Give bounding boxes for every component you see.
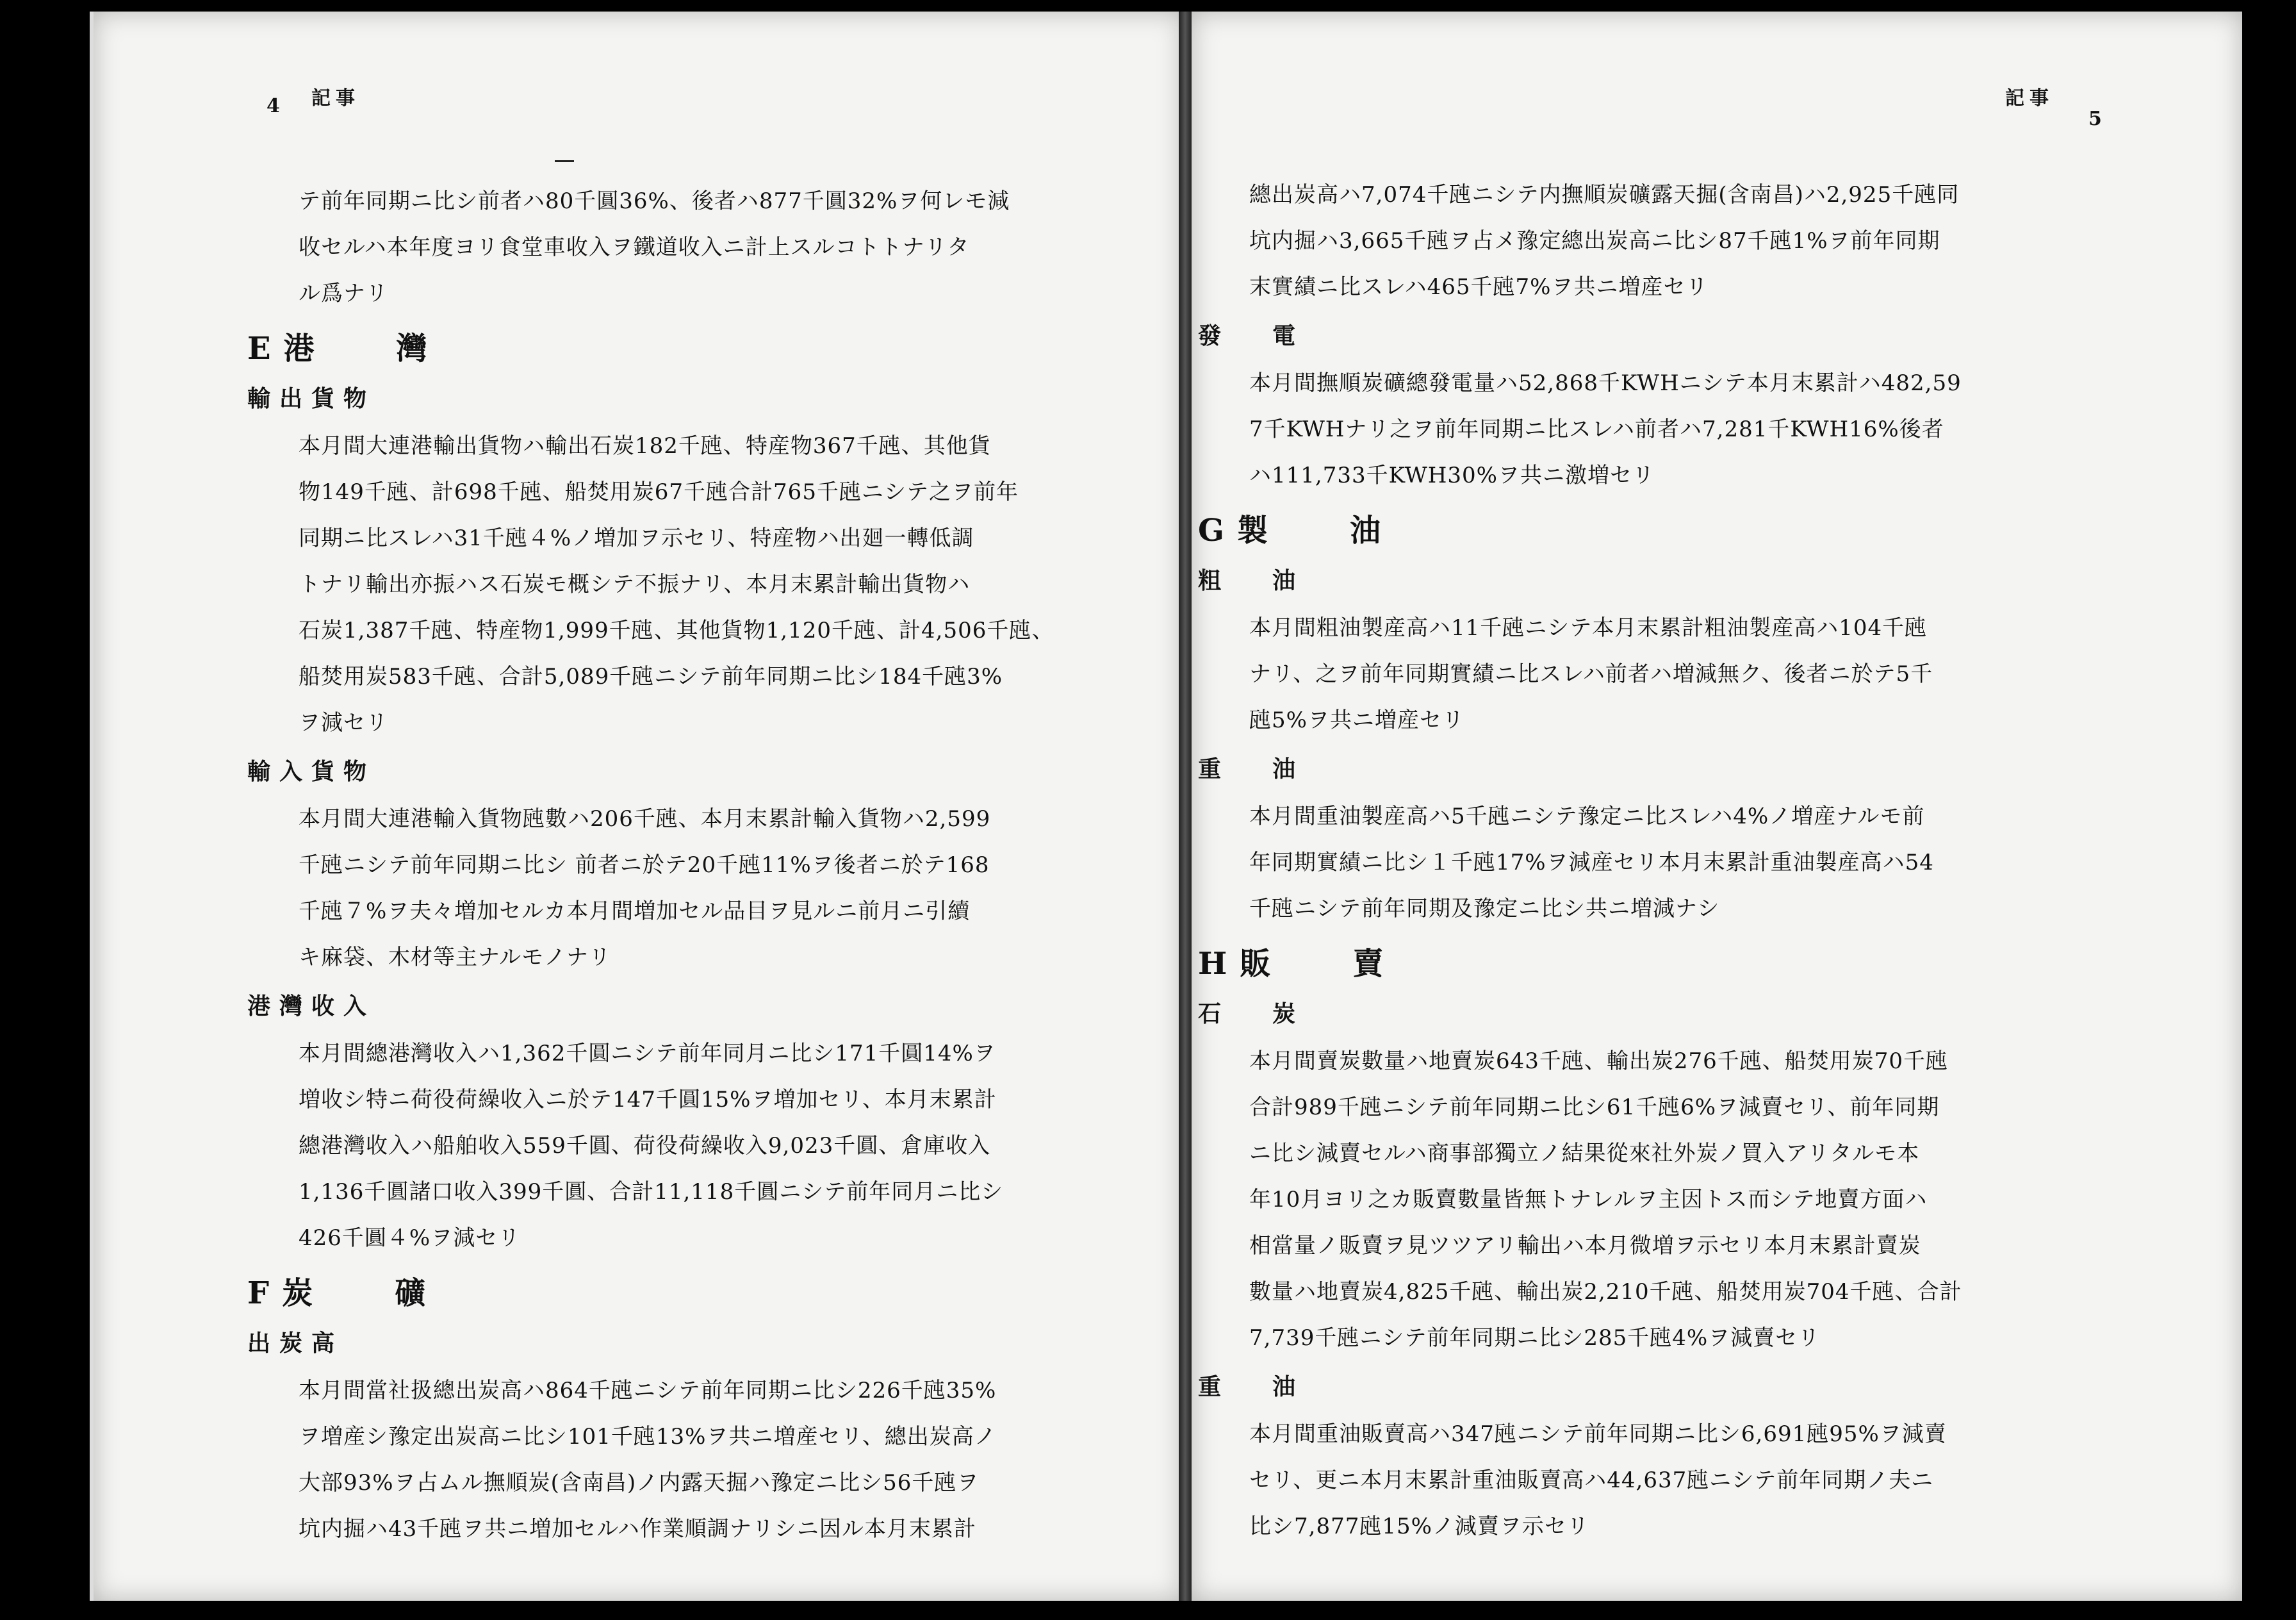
text-line: 千瓲ニシテ前年同期及豫定ニ比シ共ニ増減ナシ: [1249, 896, 1720, 922]
paragraph: [1249, 172, 2069, 310]
text-line: 合計989千瓲ニシテ前年同期ニ比シ61千瓲6%ヲ減賣セリ、前年同期: [1249, 1095, 1940, 1120]
text-line: 7千KWHナリ之ヲ前年同期ニ比スレハ前者ハ7,281千KWH16%後者: [1249, 417, 1944, 442]
section-title: 炭 礦: [282, 1275, 452, 1311]
text-line: 數量ハ地賣炭4,825千瓲、輸出炭2,210千瓲、船焚用炭704千瓲、合計: [1249, 1279, 1962, 1305]
paragraph: [299, 1030, 1131, 1261]
text-line: 總港灣收入ハ船舶收入559千圓、荷役荷繰收入9,023千圓、倉庫收入: [299, 1133, 991, 1159]
paragraph: [1249, 1038, 2069, 1361]
text-line: 船焚用炭583千瓲、合計5,089千瓲ニシテ前年同期ニ比シ184千瓲3%: [299, 664, 1003, 690]
section-letter: H: [1198, 946, 1240, 982]
paragraph: [1249, 1411, 2069, 1550]
subsection-heading: 重油: [1198, 756, 1347, 782]
subsection-heading: 石炭: [1198, 1000, 1347, 1027]
subsection-heading: 港灣收入: [247, 993, 376, 1020]
page-number: 5: [2088, 108, 2102, 130]
section-title: 販 賣: [1240, 946, 1409, 982]
section-title: 製 油: [1237, 513, 1407, 549]
text-line: ニ比シ減賣セルハ商事部獨立ノ結果從來社外炭ノ買入アリタルモ本: [1249, 1141, 1920, 1166]
subsection-heading: 輸入貨物: [247, 758, 376, 785]
text-line: 1,136千圓諸口收入399千圓、合計11,118千圓ニシテ前年同月ニ比シ: [299, 1179, 1004, 1205]
section-heading: [247, 1268, 1131, 1319]
text-line: キ麻袋、木材等主ナルモノナリ: [299, 945, 611, 970]
section-heading: [1198, 505, 2069, 556]
text-line: 本月間賣炭數量ハ地賣炭643千瓲、輸出炭276千瓲、船焚用炭70千瓲: [1249, 1048, 1949, 1074]
text-line: ヲ増産シ豫定出炭高ニ比シ101千瓲13%ヲ共ニ増産セリ、總出炭高ノ: [299, 1424, 997, 1450]
text-line: 總出炭高ハ7,074千瓲ニシテ内撫順炭礦露天掘(含南昌)ハ2,925千瓲同: [1249, 182, 1960, 208]
section-letter: F: [247, 1275, 283, 1311]
text-line: 坑内掘ハ43千瓲ヲ共ニ増加セルハ作業順調ナリシニ因ル本月末累計: [299, 1516, 976, 1542]
book-gutter: [1179, 12, 1192, 1601]
paragraph: [1249, 605, 2069, 743]
text-line: 426千圓４%ヲ減セリ: [299, 1225, 521, 1251]
section-letter: E: [247, 331, 284, 367]
text-line: 本月間大連港輸入貨物瓲數ハ206千瓲、本月末累計輸入貨物ハ2,599: [299, 806, 991, 832]
subsection-heading: 粗油: [1198, 567, 1347, 594]
text-line: ヲ減セリ: [299, 710, 388, 736]
section-heading: [247, 323, 1131, 374]
text-line: 千瓲７%ヲ夫々増加セルカ本月間増加セル品目ヲ見ルニ前月ニ引續: [299, 898, 971, 924]
left-page: [90, 12, 1183, 1601]
text-line: 増收シ特ニ荷役荷繰收入ニ於テ147千圓15%ヲ増加セリ、本月末累計: [299, 1087, 997, 1112]
book-spread: [26, 12, 2249, 1601]
left-page-body: [247, 178, 1131, 1557]
paragraph: [299, 1368, 1131, 1552]
text-line: 收セルハ本年度ヨリ食堂車收入ヲ鐵道收入ニ計上スルコトトナリタ: [299, 235, 970, 260]
page-number: 4: [266, 95, 280, 117]
text-line: 本月間大連港輸出貨物ハ輸出石炭182千瓲、特産物367千瓲、其他貨: [299, 433, 991, 459]
paragraph: [299, 423, 1131, 746]
text-line: 末實績ニ比スレハ465千瓲7%ヲ共ニ増産セリ: [1249, 274, 1709, 300]
paragraph: [1249, 793, 2069, 932]
text-line: トナリ輸出亦振ハス石炭モ概シテ不振ナリ、本月末累計輸出貨物ハ: [299, 572, 971, 597]
text-line: 7,739千瓲ニシテ前年同期ニ比シ285千瓲4%ヲ減賣セリ: [1249, 1325, 1821, 1351]
text-line: 本月間撫順炭礦總發電量ハ52,868千KWHニシテ本月末累計ハ482,59: [1249, 370, 1962, 396]
text-line: 瓲5%ヲ共ニ増産セリ: [1249, 707, 1464, 733]
text-line: 坑内掘ハ3,665千瓲ヲ占メ豫定總出炭高ニ比シ87千瓲1%ヲ前年同期: [1249, 228, 1940, 254]
subsection-heading: 發電: [1198, 322, 1347, 349]
stray-mark: [555, 160, 574, 162]
text-line: 大部93%ヲ占ムル撫順炭(含南昌)ノ内露天掘ハ豫定ニ比シ56千瓲ヲ: [299, 1470, 980, 1496]
right-page: [1192, 12, 2242, 1601]
section-letter: G: [1198, 513, 1237, 549]
paragraph: [299, 796, 1131, 980]
running-head: 記事: [2005, 87, 2054, 110]
subsection-heading: 輸出貨物: [247, 385, 376, 412]
text-line: 年10月ヨリ之カ販賣數量皆無トナレルヲ主因トス而シテ地賣方面ハ: [1249, 1187, 1928, 1212]
text-line: セリ、更ニ本月末累計重油販賣高ハ44,637瓲ニシテ前年同期ノ夫ニ: [1249, 1467, 1934, 1493]
text-line: 千瓲ニシテ前年同期ニ比シ 前者ニ於テ20千瓲11%ヲ後者ニ於テ168: [299, 852, 990, 878]
text-line: ル爲ナリ: [299, 281, 388, 306]
text-line: 相當量ノ販賣ヲ見ツツアリ輸出ハ本月微増ヲ示セリ本月末累計賣炭: [1249, 1233, 1921, 1259]
text-line: 同期ニ比スレハ31千瓲４%ノ増加ヲ示セリ、特産物ハ出廻一轉低調: [299, 525, 974, 551]
running-head: 記事: [311, 87, 360, 110]
subsection-heading: 重油: [1198, 1373, 1347, 1400]
text-line: 本月間重油製産高ハ5千瓲ニシテ豫定ニ比スレハ4%ノ増産ナルモ前: [1249, 804, 1925, 829]
text-line: 本月間粗油製産高ハ11千瓲ニシテ本月末累計粗油製産高ハ104千瓲: [1249, 615, 1928, 641]
text-line: テ前年同期ニ比シ前者ハ80千圓36%、後者ハ877千圓32%ヲ何レモ減: [299, 188, 1010, 214]
section-heading: [1198, 938, 2069, 989]
paragraph: [1249, 360, 2069, 499]
text-line: 本月間總港灣收入ハ1,362千圓ニシテ前年同月ニ比シ171千圓14%ヲ: [299, 1041, 996, 1066]
section-title: 港 灣: [283, 331, 453, 367]
text-line: 比シ7,877瓲15%ノ減賣ヲ示セリ: [1249, 1514, 1589, 1539]
text-line: 石炭1,387千瓲、特産物1,999千瓲、其他貨物1,120千瓲、計4,506千瓲、: [299, 618, 1054, 643]
right-page-body: [1198, 172, 2069, 1555]
text-line: ハ111,733千KWH30%ヲ共ニ激増セリ: [1249, 463, 1655, 488]
text-line: ナリ、之ヲ前年同期實績ニ比スレハ前者ハ増減無ク、後者ニ於テ5千: [1249, 661, 1933, 687]
paragraph: [299, 178, 1131, 317]
subsection-heading: 出炭高: [247, 1330, 344, 1357]
text-line: 本月間重油販賣高ハ347瓲ニシテ前年同期ニ比シ6,691瓲95%ヲ減賣: [1249, 1421, 1947, 1447]
text-line: 物149千瓲、計698千瓲、船焚用炭67千瓲合計765千瓲ニシテ之ヲ前年: [299, 479, 1019, 505]
text-line: 本月間當社扱總出炭高ハ864千瓲ニシテ前年同期ニ比シ226千瓲35%: [299, 1378, 997, 1403]
text-line: 年同期實績ニ比シ１千瓲17%ヲ減産セリ本月末累計重油製産高ハ54: [1249, 850, 1934, 875]
